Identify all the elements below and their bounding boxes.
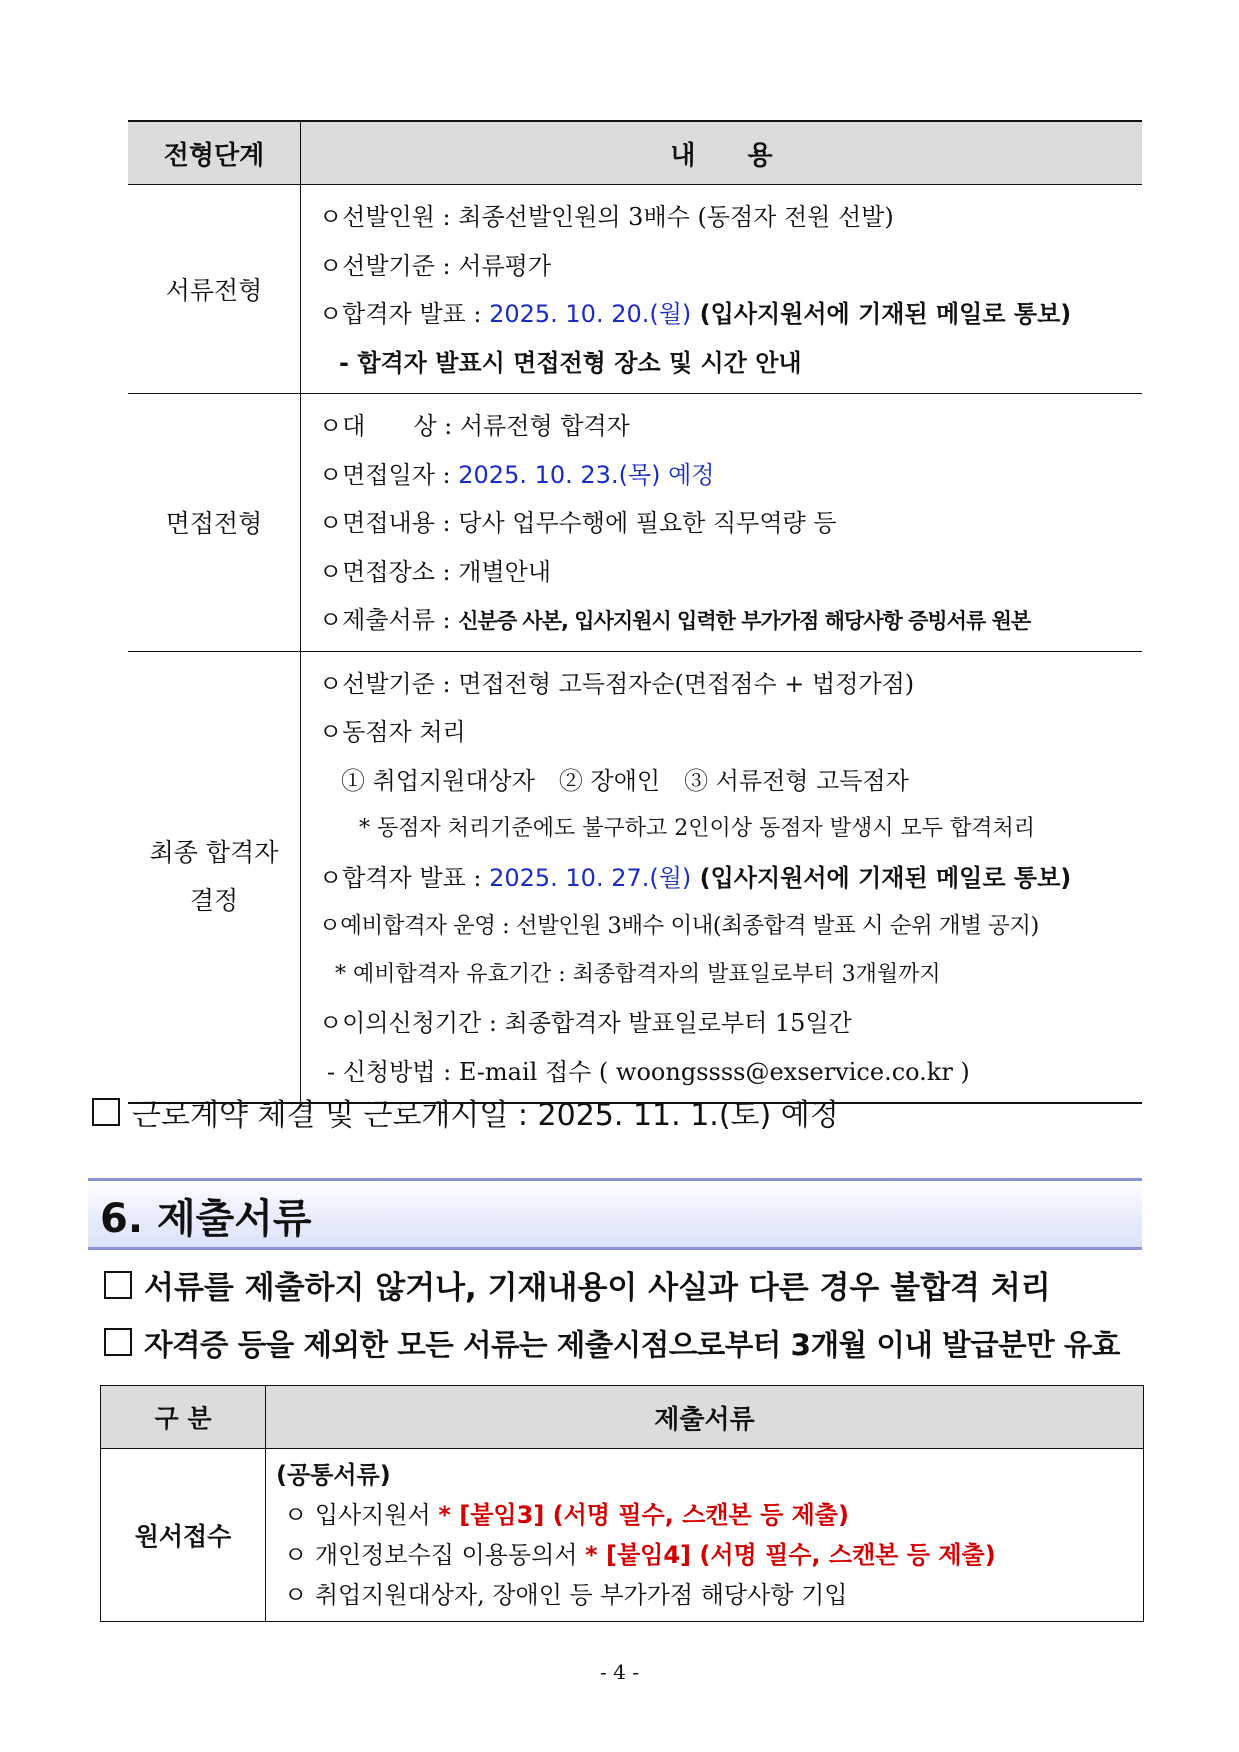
note-line: 서류를 제출하지 않거나, 기재내용이 사실과 다른 경우 불합격 처리 [104, 1262, 1051, 1307]
content-line: ㅇ면접일자 : 2025. 10. 23.(목) 예정 [319, 460, 715, 489]
contract-line: 근로계약 체결 및 근로개시일 : 2025. 11. 1.(토) 예정 [92, 1090, 839, 1134]
doc-item: ㅇ 입사지원서 * [붙임3] (서명 필수, 스캔본 등 제출) [284, 1501, 849, 1529]
row-key: 원서접수 [101, 1449, 266, 1622]
content-line: ㅇ선발기준 : 서류평가 [319, 251, 551, 280]
content-line: ㅇ대 상 : 서류전형 합격자 [319, 412, 630, 440]
col-content-header: 내 용 [301, 121, 1143, 185]
content-line: ㅇ동점자 처리 [319, 718, 466, 746]
col-docs-header: 제출서류 [266, 1386, 1144, 1449]
stage-final: 최종 합격자 결정 [128, 651, 301, 1103]
table-row-document [128, 185, 1142, 394]
content-line: - 합격자 발표시 면접전형 장소 및 시간 안내 [339, 348, 802, 377]
table-row [101, 1449, 1144, 1622]
content-line: ㅇ면접내용 : 당사 업무수행에 필요한 직무역량 등 [319, 509, 837, 537]
note-line: 자격증 등을 제외한 모든 서류는 제출시점으로부터 3개월 이내 발급분만 유효 [104, 1322, 1120, 1364]
content-line: ㅇ합격자 발표 : 2025. 10. 20.(월) (입사지원서에 기재된 메일로 통보) [319, 300, 1072, 328]
stage-interview: 면접전형 [128, 394, 301, 652]
content-line: * 동점자 처리기준에도 불구하고 2인이상 동점자 발생시 모두 합격처리 [359, 816, 1036, 841]
documents-table [100, 1385, 1144, 1622]
content-line: ㅇ선발기준 : 면접전형 고득점자순(면접점수 + 법정가점) [319, 669, 915, 698]
doc-item: ㅇ 개인정보수집 이용동의서 * [붙임4] (서명 필수, 스캔본 등 제출) [284, 1541, 996, 1569]
checkbox-square-icon [104, 1271, 132, 1299]
final-announce-date: 2025. 10. 27.(월) [489, 863, 692, 892]
checkbox-square-icon [104, 1328, 132, 1356]
content-line: ㅇ예비합격자 운영 : 선발인원 3배수 이내(최종합격 발표 시 순위 개별 공지) [319, 913, 1039, 939]
table-row-final [128, 651, 1142, 1103]
content-line: ① 취업지원대상자 ② 장애인 ③ 서류전형 고득점자 [341, 766, 909, 795]
stage-document: 서류전형 [128, 185, 301, 394]
doc-item: ㅇ 취업지원대상자, 장애인 등 부가가점 해당사항 기입 [284, 1581, 848, 1609]
section-title: 6. 제출서류 [100, 1196, 312, 1242]
content-line: ㅇ이의신청기간 : 최종합격자 발표일로부터 15일간 [319, 1009, 852, 1037]
content-line: ㅇ면접장소 : 개별안내 [319, 557, 551, 586]
content-line: - 신청방법 : E-mail 접수 ( woongssss@exservice.co.kr ) [327, 1057, 970, 1086]
content-line: * 예비합격자 유효기간 : 최종합격자의 발표일로부터 3개월까지 [335, 961, 941, 987]
checkbox-square-icon [92, 1098, 120, 1126]
table-row-interview [128, 394, 1142, 652]
col-type-header: 구 분 [101, 1386, 266, 1449]
col-stage-header: 전형단계 [128, 121, 301, 185]
content-line: ㅇ제출서류 : 신분증 사본, 입사지원시 입력한 부가가점 해당사항 증빙서류 원본 [319, 606, 1031, 634]
group-label: (공통서류) [276, 1461, 391, 1489]
content-line: ㅇ선발인원 : 최종선발인원의 3배수 (동점자 전원 선발) [319, 203, 894, 231]
content-line: ㅇ합격자 발표 : 2025. 10. 27.(월) (입사지원서에 기재된 메일로 통보) [319, 863, 1072, 892]
section-6-header [88, 1178, 1142, 1250]
selection-stage-table [128, 120, 1142, 1104]
interview-date: 2025. 10. 23.(목) 예정 [458, 460, 715, 489]
page-number: - 4 - [600, 1660, 639, 1684]
announce-date: 2025. 10. 20.(월) [489, 300, 692, 328]
